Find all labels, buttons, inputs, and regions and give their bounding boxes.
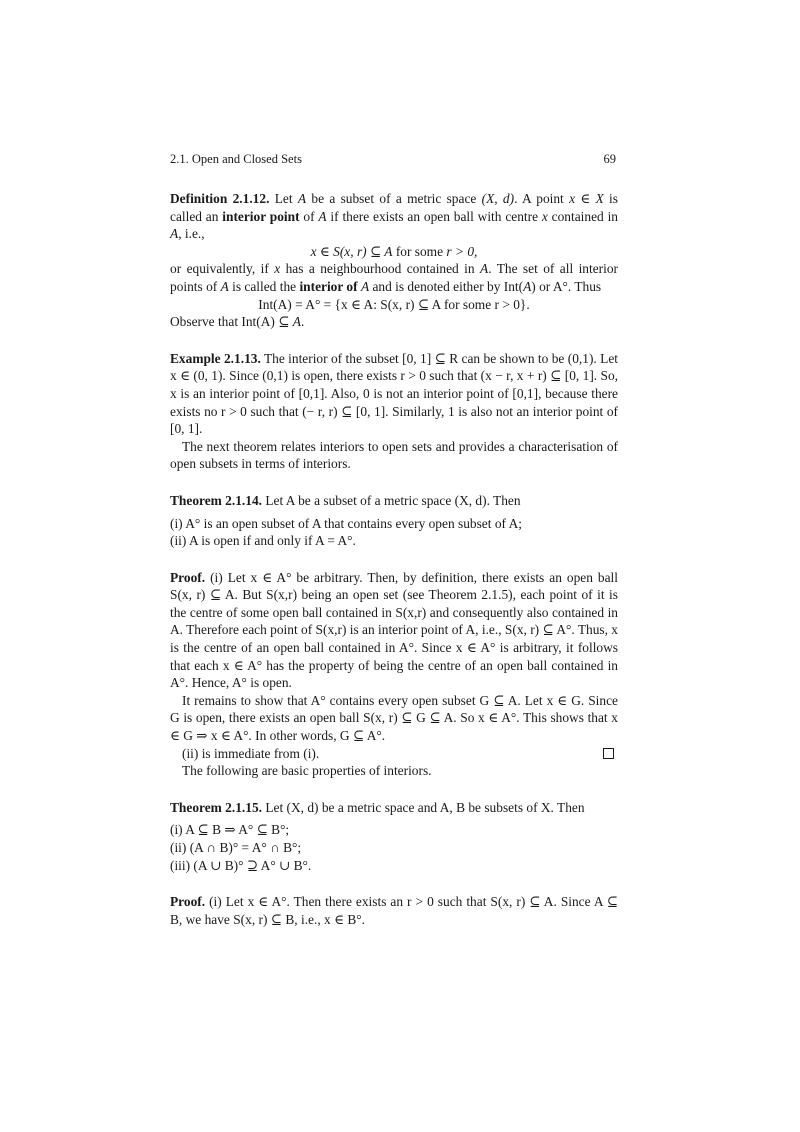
term-interior-point: interior point xyxy=(222,208,300,224)
math: r > 0, xyxy=(446,243,478,259)
theorem-text: Let A be a subset of a metric space (X, d). Then xyxy=(262,492,521,508)
display-equation-1 xyxy=(170,243,618,261)
text: Observe that Int(A) ⊆ xyxy=(170,314,293,330)
theorem-item: (ii) (A ∩ B)° = A° ∩ B°; xyxy=(170,840,302,855)
observation xyxy=(170,313,618,331)
theorem-item: (i) A ⊆ B ⇒ A° ⊆ B°; xyxy=(170,822,290,838)
theorem-items xyxy=(170,821,618,874)
proof-label: Proof. xyxy=(170,894,206,910)
theorem-item: (iii) (A ∪ B)° ⊇ A° ∪ B°. xyxy=(170,857,312,873)
text: . A point xyxy=(514,191,570,206)
math: x ∈ S(x, r) ⊆ A xyxy=(310,243,393,259)
math: A° xyxy=(552,278,568,294)
math: A xyxy=(360,278,370,294)
proof-text: (i) Let x ∈ A°. Then there exists an r > 0 such that S(x, r) ⊆ A. Since A ⊆ B, we have S(x, r) ⊆ B, i.e., x ∈ B°. xyxy=(170,894,618,927)
example-paragraph xyxy=(170,350,618,438)
text: has a neighbourhood contained in xyxy=(280,261,480,277)
example-2-1-13 xyxy=(170,350,618,473)
math: x ∈ X xyxy=(569,191,604,206)
running-header xyxy=(170,152,616,167)
math: x xyxy=(274,261,281,277)
theorem-label: Theorem 2.1.15. xyxy=(170,799,262,815)
example-label: Example 2.1.13. xyxy=(170,350,261,366)
proof-paragraph xyxy=(170,569,618,692)
theorem-statement xyxy=(170,492,618,510)
math: A xyxy=(297,191,307,206)
qed-icon xyxy=(603,748,614,759)
text: . xyxy=(300,314,305,330)
proof-label: Proof. xyxy=(170,569,206,585)
proof-paragraph: The following are basic properties of interiors. xyxy=(182,763,432,779)
proof-text: (i) Let x ∈ A° be arbitrary. Then, by definition, there exists an open ball S(x, r) ⊆ A. But S(x,r) being an open set (see Theorem 2.1.5), each point of it is the centre of some open ball contained in S(x,r) and consequently also contained in A. Therefore each point of S(x,r) is an interior point of A, i.e., S(x, r) ⊆ A°. Thus, x is the centre of an open ball contained in A°. Since x ∈ A° is arbitrary, it follows that each x ∈ A° has the property of being the centre of an open ball contained in A°. Hence, A° is open. xyxy=(170,569,618,691)
math: A xyxy=(170,226,179,242)
proof-2-1-14 xyxy=(170,569,618,780)
text: be a subset of a metric space xyxy=(306,191,482,206)
proof-2-1-15 xyxy=(170,893,618,928)
math: x xyxy=(541,208,548,224)
theorem-2-1-15 xyxy=(170,799,618,874)
text: . The set of all interior xyxy=(488,261,618,277)
text: or equivalently, if xyxy=(170,261,275,277)
section-title: 2.1. Open and Closed Sets xyxy=(170,152,302,166)
term-interior: interior of xyxy=(299,278,358,294)
theorem-items xyxy=(170,515,618,550)
math: A xyxy=(523,278,532,294)
page-body xyxy=(170,190,618,947)
theorem-item: (ii) A is open if and only if A = A°. xyxy=(170,533,356,549)
definition-paragraph xyxy=(170,190,618,243)
theorem-2-1-14 xyxy=(170,492,618,550)
definition-label: Definition 2.1.12. xyxy=(170,191,270,206)
math: A xyxy=(480,261,489,277)
example-followup: The next theorem relates interiors to open sets and provides a characterisation of open subsets in terms of interiors. xyxy=(170,438,618,472)
text: ) or xyxy=(531,278,553,294)
proof-paragraph: It remains to show that A° contains every open subset G ⊆ A. Let x ∈ G. Since G is open, there exists an open ball S(x, r) ⊆ G ⊆ A. So x ∈ A°. This shows that x ∈ G ⇒ x ∈ A°. In other words, G ⊆ A°. xyxy=(170,692,618,744)
math: A xyxy=(220,278,229,294)
math: A xyxy=(292,314,301,330)
definition-paragraph-cont xyxy=(170,260,618,295)
definition-2-1-12 xyxy=(170,190,618,331)
text: is called an xyxy=(170,191,618,224)
math: (X, d) xyxy=(481,191,515,206)
proof-paragraph xyxy=(170,893,618,928)
text: and is denoted either by Int( xyxy=(369,278,524,294)
page-number: 69 xyxy=(603,152,616,166)
text: points of xyxy=(170,278,221,294)
theorem-label: Theorem 2.1.14. xyxy=(170,492,262,508)
text: contained in xyxy=(547,208,618,224)
proof-text: (ii) is immediate from (i). xyxy=(182,745,320,761)
text: if there exists an open ball with centre xyxy=(326,208,542,224)
math: A xyxy=(318,208,327,224)
text: of xyxy=(299,208,319,224)
theorem-item: (i) A° is an open subset of A that contains every open subset of A; xyxy=(170,515,522,531)
theorem-text: Let (X, d) be a metric space and A, B be subsets of X. Then xyxy=(262,799,585,815)
text: , i.e., xyxy=(178,226,205,242)
proof-paragraph xyxy=(170,745,618,763)
text: . Thus xyxy=(567,278,602,294)
text: for some xyxy=(392,243,447,259)
theorem-statement xyxy=(170,799,618,817)
example-text: The interior of the subset [0, 1] ⊆ R can be shown to be (0,1). Let x ∈ (0, 1). Since (0,1) is open, there exists r > 0 such that (x − r, x + r) ⊆ [0, 1]. So, x is an interior point of [0,1]. Also, 0 is not an interior point of [0,1], because there exists no r > 0 such that (− r, r) ⊆ [0, 1]. Similarly, 1 is also not an interior point of [0, 1]. xyxy=(170,350,618,437)
text: is called the xyxy=(228,278,300,294)
text: Let xyxy=(269,191,298,206)
display-equation-2: Int(A) = A° = {x ∈ A: S(x, r) ⊆ A for some r > 0}. xyxy=(258,296,530,312)
